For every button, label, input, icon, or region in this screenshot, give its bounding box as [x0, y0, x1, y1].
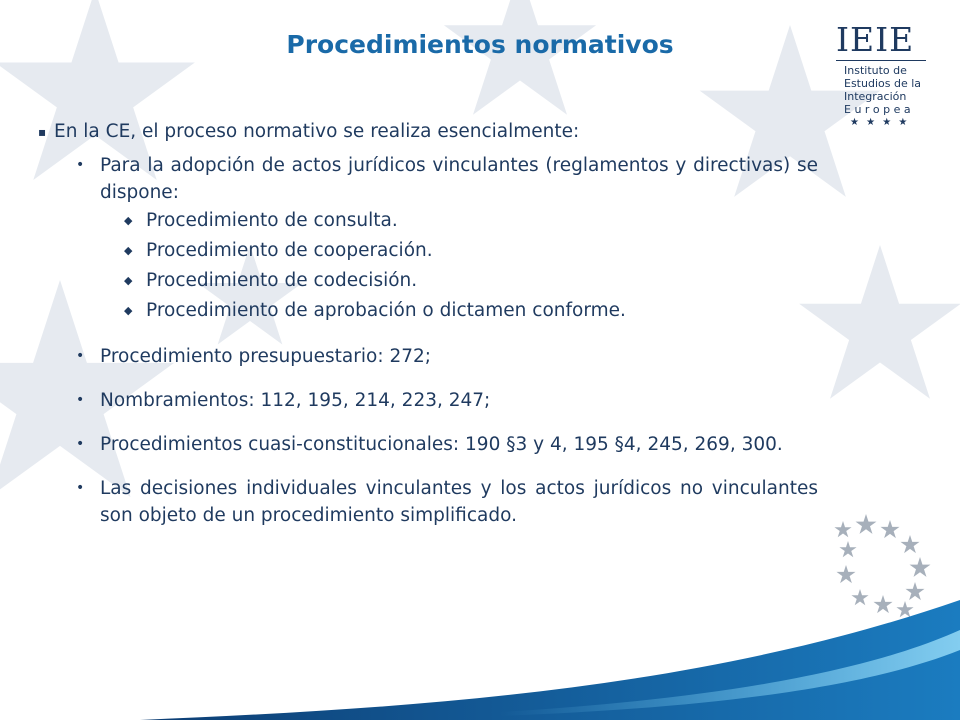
bottom-wave: [140, 600, 960, 720]
procedure-text: Procedimiento de cooperación.: [146, 240, 433, 261]
dot-bullet-icon: •: [76, 480, 85, 496]
procedure-item: [38, 236, 818, 266]
subpoint-text: Las decisiones individuales vinculantes y los actos jurídicos no vinculantes son objeto de un procedimiento simplificado.: [100, 478, 818, 526]
procedure-text: Procedimiento de codecisión.: [146, 270, 418, 291]
procedure-text: Procedimiento de consulta.: [146, 210, 398, 231]
dot-bullet-icon: •: [76, 436, 85, 452]
subpoint-text: Procedimientos cuasi-constitucionales: 190 §3 y 4, 195 §4, 245, 269, 300.: [100, 434, 783, 455]
diamond-bullet-icon: ◆: [124, 214, 133, 227]
diamond-bullet-icon: ◆: [124, 304, 133, 317]
subpoint-text: Procedimiento presupuestario: 272;: [100, 346, 431, 367]
logo-text: [836, 64, 926, 116]
ieie-logo: [836, 22, 926, 128]
dot-bullet-icon: •: [76, 348, 85, 364]
procedure-item: [38, 296, 818, 326]
subpoint-text: Nombramientos: 112, 195, 214, 223, 247;: [100, 390, 491, 411]
logo-line: Integración: [844, 90, 907, 103]
subpoint: [38, 152, 818, 206]
square-bullet-icon: ▪: [38, 125, 47, 139]
logo-line: Instituto de: [844, 64, 907, 77]
subpoint: [38, 475, 818, 529]
logo-line: E u r o p e a: [844, 103, 911, 116]
dot-bullet-icon: •: [76, 157, 85, 173]
main-point: [38, 118, 818, 146]
logo-mark: IEIE: [836, 22, 926, 61]
eu-stars-icon: [834, 514, 930, 617]
procedure-item: [38, 206, 818, 236]
slide-content: [38, 118, 818, 529]
procedure-text: Procedimiento de aprobación o dictamen conforme.: [146, 300, 626, 321]
main-point-text: En la CE, el proceso normativo se realiza esencialmente:: [54, 121, 580, 142]
subpoint: [38, 387, 818, 414]
dot-bullet-icon: •: [76, 392, 85, 408]
logo-stars-icon: ★ ★ ★ ★: [850, 117, 910, 128]
subpoint: [38, 343, 818, 370]
diamond-bullet-icon: ◆: [124, 274, 133, 287]
logo-line: Estudios de la: [844, 77, 922, 90]
diamond-bullet-icon: ◆: [124, 244, 133, 257]
subpoint: [38, 431, 818, 458]
subpoint-text: Para la adopción de actos jurídicos vinculantes (reglamentos y directivas) se dispone:: [100, 155, 818, 203]
slide-title: Procedimientos normativos: [286, 30, 674, 59]
procedure-item: [38, 266, 818, 296]
